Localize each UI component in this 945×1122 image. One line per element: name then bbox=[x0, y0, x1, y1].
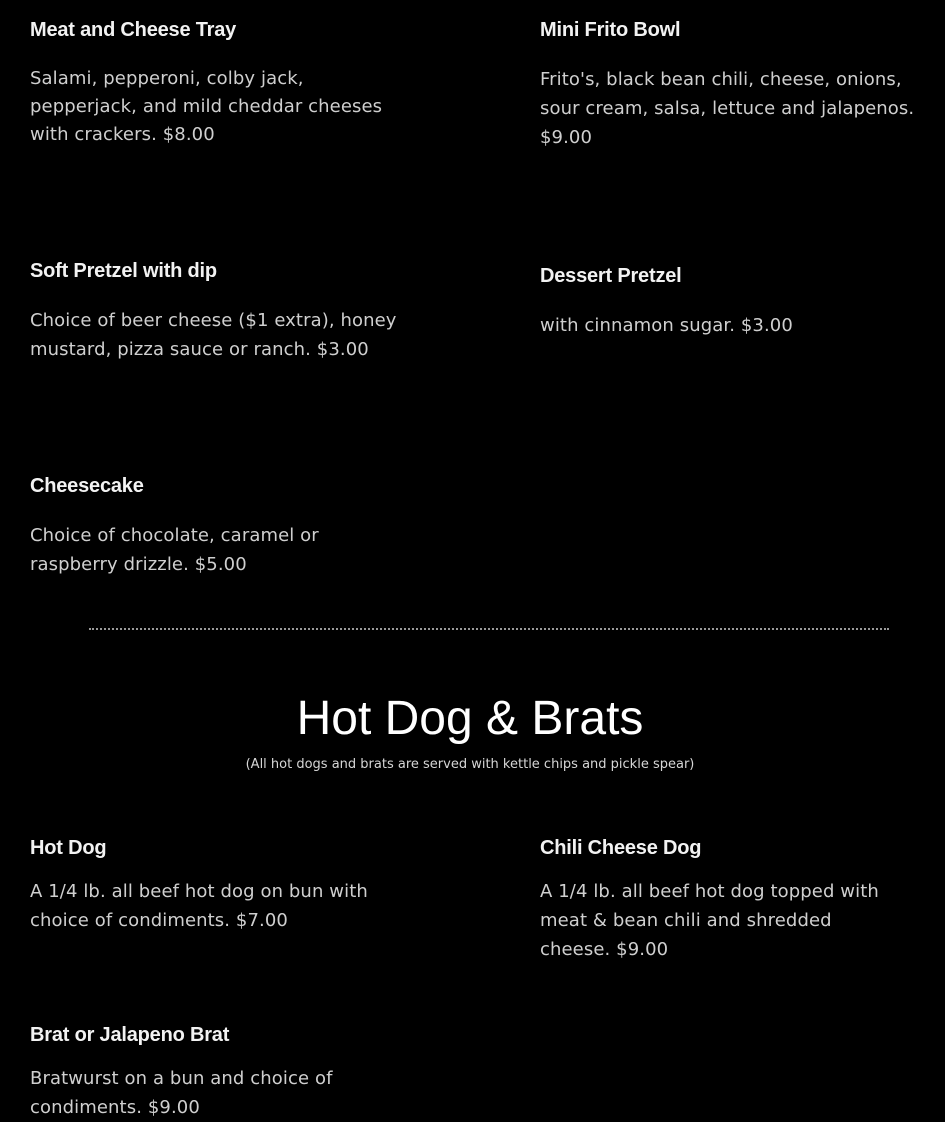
menu-item-description: with cinnamon sugar. $3.00 bbox=[540, 315, 793, 336]
menu-item-title: Chili Cheese Dog bbox=[540, 837, 702, 859]
menu-item-title: Mini Frito Bowl bbox=[540, 19, 681, 41]
menu-item-title: Soft Pretzel with dip bbox=[30, 260, 217, 282]
menu-item-description: Salami, pepperoni, colby jack, pepperjack, and mild cheddar cheeses with crackers. $8.00 bbox=[30, 68, 383, 145]
menu-item-description: Choice of chocolate, caramel or raspberry drizzle. $5.00 bbox=[30, 525, 319, 575]
menu-item-chili-cheese-dog bbox=[540, 835, 900, 964]
menu-item-cheesecake bbox=[30, 473, 360, 579]
menu-item-meat-cheese-tray bbox=[30, 17, 410, 149]
menu-item-title: Hot Dog bbox=[30, 837, 107, 859]
menu-item-title: Dessert Pretzel bbox=[540, 265, 682, 287]
menu-item-brat bbox=[30, 1022, 370, 1122]
menu-item-mini-frito-bowl bbox=[540, 17, 920, 152]
menu-item-hot-dog bbox=[30, 835, 410, 935]
section-divider bbox=[89, 628, 889, 630]
menu-item-description: A 1/4 lb. all beef hot dog topped with meat & bean chili and shredded cheese. $9.00 bbox=[540, 881, 879, 960]
menu-item-description: Choice of beer cheese ($1 extra), honey mustard, pizza sauce or ranch. $3.00 bbox=[30, 310, 397, 360]
section-subtitle: (All hot dogs and brats are served with kettle chips and pickle spear) bbox=[245, 757, 695, 772]
menu-item-title: Meat and Cheese Tray bbox=[30, 19, 237, 41]
section-title: Hot Dog & Brats bbox=[296, 692, 644, 745]
menu-item-title: Brat or Jalapeno Brat bbox=[30, 1024, 230, 1046]
menu-item-description: Frito's, black bean chili, cheese, onions, sour cream, salsa, lettuce and jalapenos. $9.00 bbox=[540, 69, 915, 148]
menu-item-dessert-pretzel bbox=[540, 263, 920, 340]
menu-item-description: A 1/4 lb. all beef hot dog on bun with choice of condiments. $7.00 bbox=[30, 881, 368, 931]
menu-item-title: Cheesecake bbox=[30, 475, 144, 497]
menu-item-description: Bratwurst on a bun and choice of condiments. $9.00 bbox=[30, 1068, 333, 1118]
menu-item-soft-pretzel bbox=[30, 258, 410, 364]
